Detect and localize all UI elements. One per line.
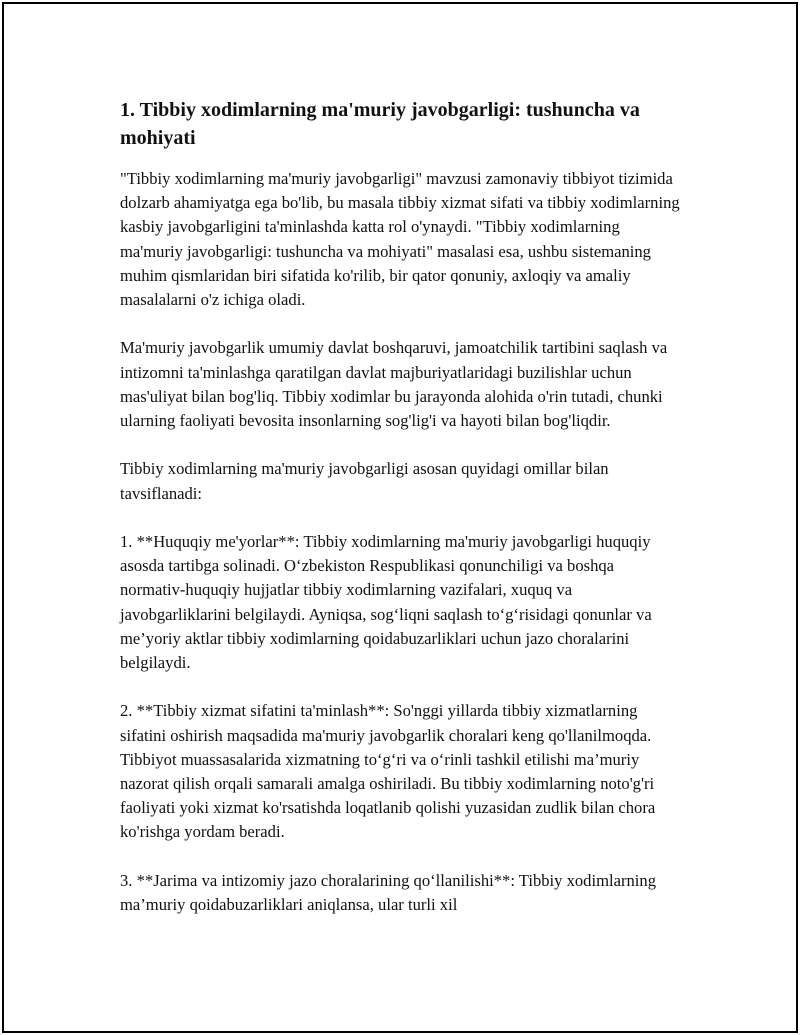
- list-item-penalties: 3. **Jarima va intizomiy jazo choralarining qo‘llanilishi**: Tibbiy xodimlarning ma’muriy qoidabuzarliklari aniqlansa, ular turli xil: [120, 870, 656, 915]
- document-page: [2, 2, 798, 1033]
- list-item-service-quality: 2. **Tibbiy xizmat sifatini ta'minlash**: So'nggi yillarda tibbiy xizmatlarning sifatini oshirish maqsadida ma'muriy javobgarlik choralari keng qo'llanilmoqda. Tibbiyot muassasalarida xizmatning to‘g‘ri va o‘rinli tashkil etilishi ma’muriy nazorat qilish orqali samarali amalga oshiriladi. Bu tibbiy xodimlarning noto'g'ri faoliyati yoki xizmat ko'rsatishda loqatlanib qolishi yuzasidan zudlik bilan chora ko'rishga yordam beradi.: [120, 701, 656, 842]
- document-body: [120, 96, 680, 941]
- section-heading: 1. Tibbiy xodimlarning ma'muriy javobgarligi: tushuncha va mohiyati: [120, 99, 640, 149]
- list-item-legal-norms: 1. **Huquqiy me'yorlar**: Tibbiy xodimlarning ma'muriy javobgarligi huquqiy asosda tartibga solinadi. O‘zbekiston Respublikasi qonunchiligi va boshqa normativ-huquqiy hujjatlar tibbiy xodimlarning vazifalari, xuquq va javobgarliklarini belgilaydi. Ayniqsa, sog‘liqni saqlash to‘g‘risidagi qonunlar va me’yoriy aktlar tibbiy xodimlarning qoidabuzarliklari uchun jazo choralarini belgilaydi.: [120, 532, 652, 673]
- paragraph-factors-intro: Tibbiy xodimlarning ma'muriy javobgarligi asosan quyidagi omillar bilan tavsiflanadi:: [120, 459, 609, 503]
- paragraph-intro: "Tibbiy xodimlarning ma'muriy javobgarligi" mavzusi zamonaviy tibbiyot tizimida dolzarb ahamiyatga ega bo'lib, bu masala tibbiy xizmat sifati va tibbiy xodimlarning kasbiy javobgarligini ta'minlashda katta rol o'ynaydi. "Tibbiy xodimlarning ma'muriy javobgarligi: tushuncha va mohiyati" masalasi esa, ushbu sistemaning muhim qismlaridan biri sifatida ko'rilib, bir qator qonuniy, axloqiy va amaliy masalalarni o'z ichiga oladi.: [120, 169, 680, 310]
- paragraph-definition: Ma'muriy javobgarlik umumiy davlat boshqaruvi, jamoatchilik tartibini saqlash va intizomni ta'minlashga qaratilgan davlat majburiyatlaridagi buzilishlar uchun mas'uliyat bilan bog'liq. Tibbiy xodimlar bu jarayonda alohida o'rin tutadi, chunki ularning faoliyati bevosita insonlarning sog'lig'i va hayoti bilan bog'liqdir.: [120, 338, 668, 431]
